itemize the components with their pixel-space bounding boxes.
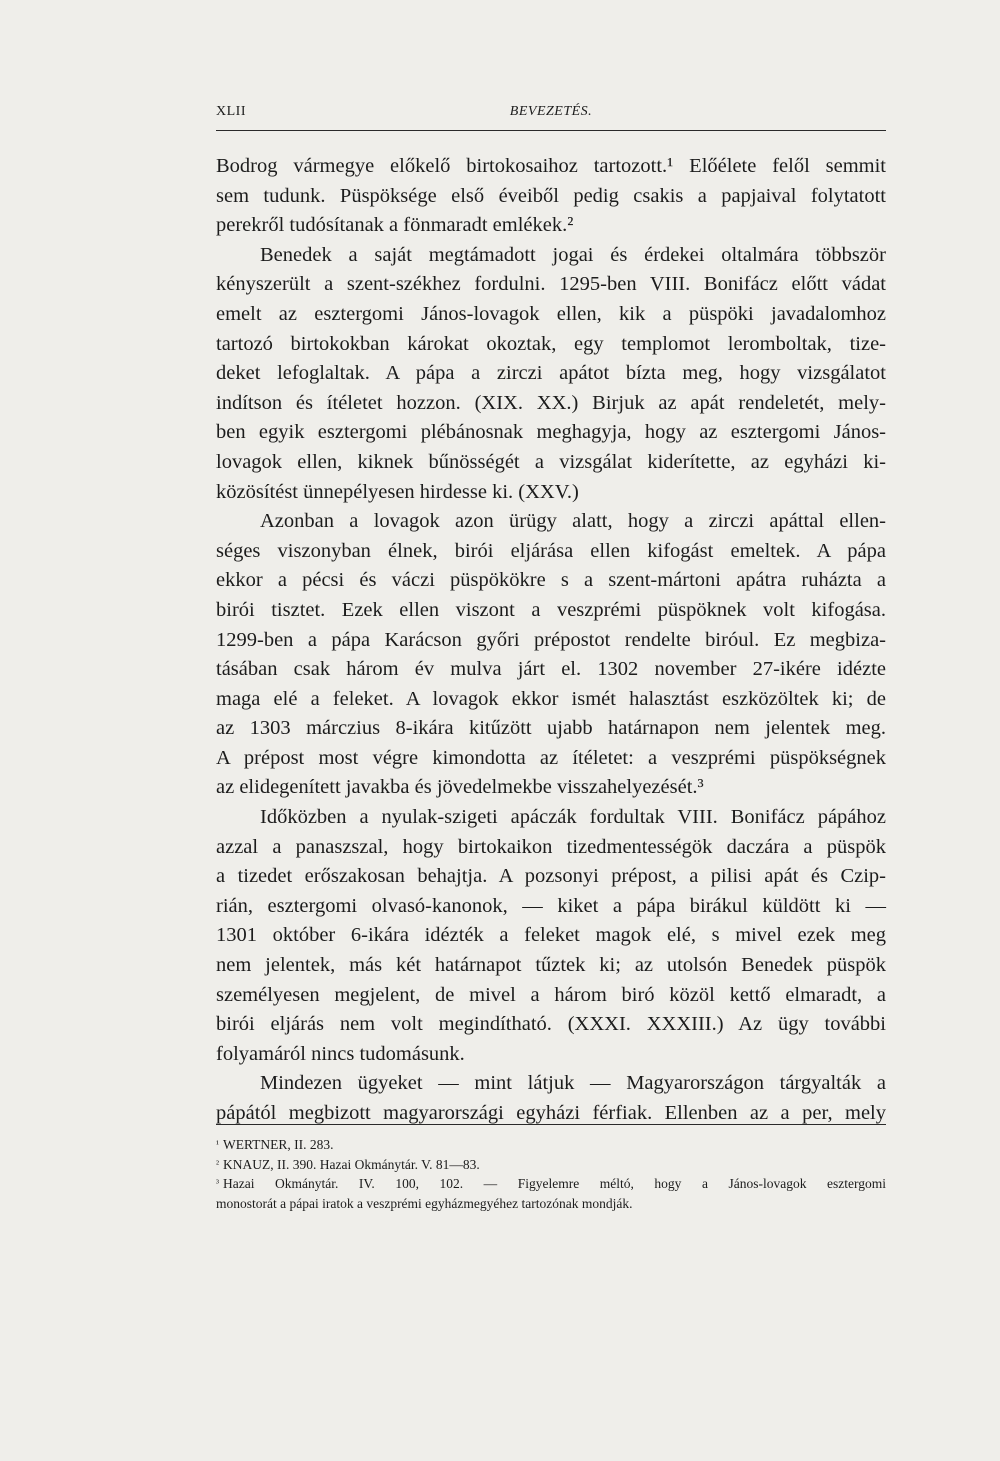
text-line: emelt az esztergomi János-lovagok ellen, kik a püspöki javadalomhoz — [216, 302, 886, 325]
text-line: sem tudunk. Püspöksége első éveiből pedig csakis a papjaival folytatott — [216, 184, 886, 207]
text-line: 1301 október 6-ikára idézték a feleket magok elé, s mivel ezek meg — [216, 924, 886, 947]
text-line: nem jelentek, más két határnapot tűztek ki; az utolsón Benedek püspök — [216, 954, 886, 977]
text-line: perekről tudósítanak a fönmaradt emlékek.² — [216, 214, 574, 237]
footnote-number: ³ — [216, 1178, 219, 1189]
text-line: az 1303 márczius 8-ikára kitűzött ujabb határnapon nem jelentek meg. — [216, 717, 886, 740]
footnote-text: Hazai Okmánytár. IV. 100, 102. — Figyelemre méltó, hogy a János-lovagok esztergomi — [223, 1176, 886, 1191]
text-line: deket lefoglaltak. A pápa a zirczi apátot bízta meg, hogy vizsgálatot — [216, 362, 886, 385]
text-line: birói eljárás nem volt megindítható. (XXXI. XXXIII.) Az ügy további — [216, 1013, 886, 1036]
text-line: pápától megbizott magyarországi egyházi férfiak. Ellenben az a per, mely — [216, 1102, 886, 1124]
footnote-number: ¹ — [216, 1139, 219, 1150]
text-line: maga elé a feleket. A lovagok ekkor ismét halasztást eszközöltek ki; de — [216, 687, 886, 710]
text-line: séges viszonyban élnek, birói eljárása ellen kifogást emeltek. A pápa — [216, 539, 886, 562]
text-line: folyamáról nincs tudomásunk. — [216, 1042, 465, 1065]
page-number: XLII — [216, 104, 246, 119]
text-line: A prépost most végre kimondotta az ítéletet: a veszprémi püspökségnek — [216, 746, 886, 769]
text-line: Időközben a nyulak-szigeti apáczák fordultak VIII. Bonifácz pápához — [260, 806, 886, 829]
text-line: tartozó birtokokban károkat okoztak, egy templomot leromboltak, tize- — [216, 332, 886, 355]
text-line: személyesen megjelent, de mivel a három biró közöl kettő elmaradt, a — [216, 983, 886, 1006]
text-line: közösítést ünnepélyesen hirdesse ki. (XXV.) — [216, 480, 579, 503]
footnote-rule — [216, 1124, 886, 1125]
text-line: ben egyik esztergomi plébánosnak meghagyja, hogy az esztergomi János- — [216, 421, 886, 444]
text-line: Bodrog vármegye előkelő birtokosaihoz tartozott.¹ Előélete felől semmit — [216, 155, 886, 177]
header-rule — [216, 130, 886, 131]
text-line: tásában csak három év mulva járt el. 1302 november 27-ikére idézte — [216, 658, 886, 681]
text-line: Mindezen ügyeket — mint látjuk — Magyarországon tárgyalták a — [260, 1072, 886, 1095]
text-line: lovagok ellen, kiknek bűnösségét a vizsgálat kiderítette, az egyházi ki- — [216, 450, 886, 473]
text-line: Benedek a saját megtámadott jogai és érdekei oltalmára többször — [260, 243, 886, 266]
text-line: a tizedet erőszakosan behajtja. A pozsonyi prépost, a pilisi apát és Czip- — [216, 865, 886, 888]
footnotes — [216, 1135, 886, 1213]
text-line: az elidegenített javakba és jövedelmekbe visszahelyezését.³ — [216, 776, 704, 799]
footnote-line — [216, 1155, 886, 1175]
footnote-text: KNAUZ, II. 390. Hazai Okmánytár. V. 81—83. — [223, 1156, 480, 1172]
footnote-text: monostorát a pápai iratok a veszprémi egyházmegyéhez tartozónak mondják. — [216, 1195, 633, 1211]
text-line: 1299-ben a pápa Karácson győri prépostot rendelte biróul. Ez megbiza- — [216, 628, 886, 651]
text-line: Azonban a lovagok azon ürügy alatt, hogy a zirczi apáttal ellen- — [260, 510, 886, 533]
text-line: kényszerült a szent-székhez fordulni. 1295-ben VIII. Bonifácz előtt vádat — [216, 273, 886, 296]
footnote-number: ² — [216, 1158, 219, 1170]
text-line: rián, esztergomi olvasó-kanonok, — kiket a pápa birákul küldött ki — — [216, 894, 886, 917]
running-header — [216, 104, 886, 128]
footnote-line — [216, 1194, 886, 1214]
running-title: BEVEZETÉS. — [509, 104, 593, 119]
text-line: birói tisztet. Ezek ellen viszont a veszprémi püspöknek volt kifogása. — [216, 598, 886, 621]
footnote-line — [216, 1174, 886, 1194]
footnote-text: WERTNER, II. 283. — [223, 1137, 334, 1152]
text-line: azzal a panaszszal, hogy birtokaikon tizedmentességök daczára a püspök — [216, 835, 886, 858]
text-line: ekkor a pécsi és váczi püspökökre s a szent-mártoni apátra ruházta a — [216, 569, 886, 592]
body-text — [216, 152, 886, 1129]
footnote-line — [216, 1135, 886, 1155]
text-line: indítson és ítéletet hozzon. (XIX. XX.) Birjuk az apát rendeletét, mely- — [216, 391, 886, 414]
